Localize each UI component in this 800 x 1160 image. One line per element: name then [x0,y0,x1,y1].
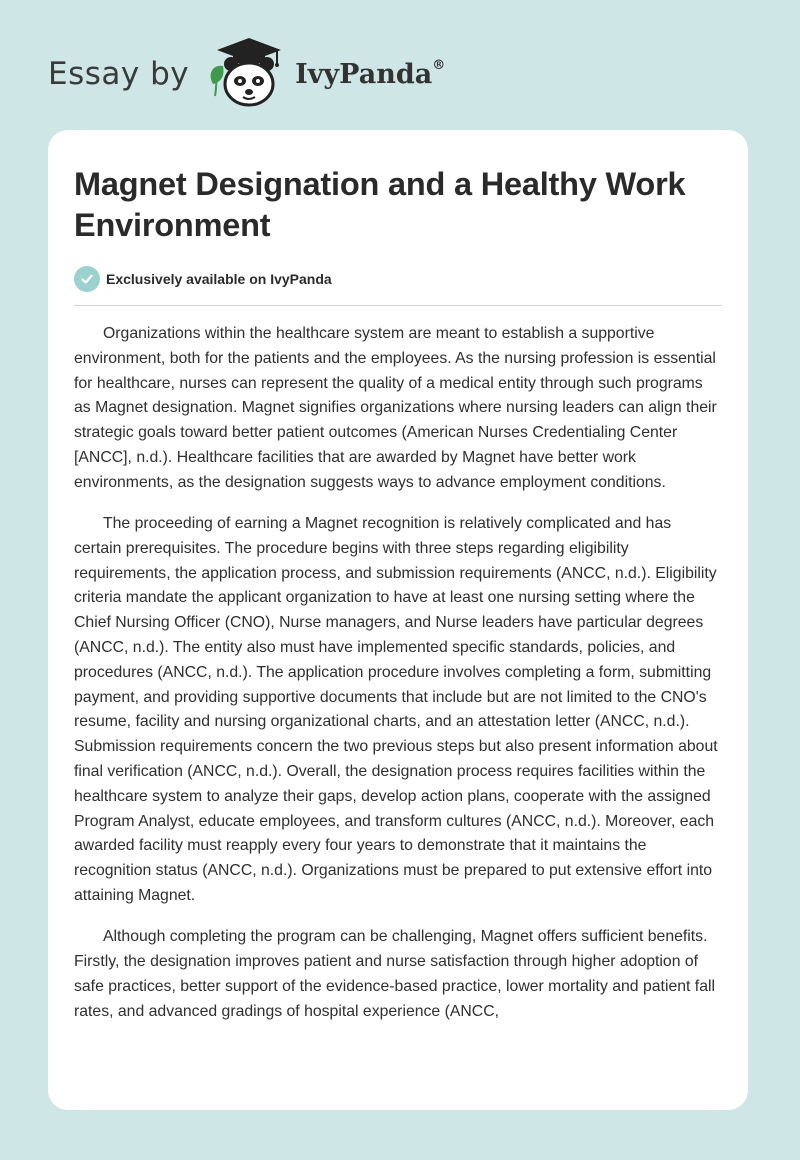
check-circle-icon [74,266,100,292]
essay-card [48,130,748,1110]
essay-body [74,322,722,1025]
site-header [48,34,445,114]
exclusive-badge [74,266,722,292]
essay-title: Magnet Designation and a Healthy Work Environment [74,166,686,243]
essay-by-label: Essay by [48,56,190,92]
paragraph: Organizations within the healthcare system are meant to establish a supportive environment, both for the patients and the employees. As the nursing profession is essential for healthcare, nurses can represent the quality of a medical entity through such programs as Magnet designation. Magnet signifies organizations where nursing leaders can align their strategic goals toward better patient outcomes (American Nurses Credentialing Center [ANCC], n.d.). Healthcare facilities that are awarded by Magnet have better work environments, as the designation suggests ways to advance employment conditions. [74,325,717,491]
paragraph: The proceeding of earning a Magnet recognition is relatively complicated and has certain prerequisites. The procedure begins with three steps regarding eligibility requirements, the application process, and submission requirements (ANCC, n.d.). Eligibility criteria mandate the applicant organization to have at least one nursing setting where the Chief Nursing Officer (CNO), Nurse managers, and Nurse leaders have particular degrees (ANCC, n.d.). The entity also must have implemented specific standards, policies, and procedures (ANCC, n.d.). The application procedure involves completing a form, submitting payment, and providing supportive documents that include but are not limited to the CNO's resume, facility and nursing organizational charts, and an attestation letter (ANCC, n.d.). Submission requirements concern the two previous steps but also present information about final verification (ANCC, n.d.). Overall, the designation process requires facilities within the healthcare system to analyze their gaps, develop action plans, cooperate with the assigned Program Analyst, educate employees, and transform cultures (ANCC, n.d.). Moreover, each awarded facility must reapply every four years to demonstrate that it maintains the recognition status (ANCC, n.d.). Organizations must be prepared to put extensive effort into attaining Magnet. [74,515,718,905]
panda-logo-icon[interactable] [203,34,293,114]
brand-name[interactable]: IvyPanda® [295,57,446,90]
trademark-symbol: ® [432,57,446,73]
divider [74,305,722,306]
exclusive-label: Exclusively available on IvyPanda [106,271,332,287]
paragraph: Although completing the program can be challenging, Magnet offers sufficient benefits. Firstly, the designation improves patient and nurse satisfaction through higher adoption of safe practices, better support of the evidence-based practice, lower mortality and patient fall rates, and advanced gradings of hospital experience (ANCC, [74,928,715,1020]
